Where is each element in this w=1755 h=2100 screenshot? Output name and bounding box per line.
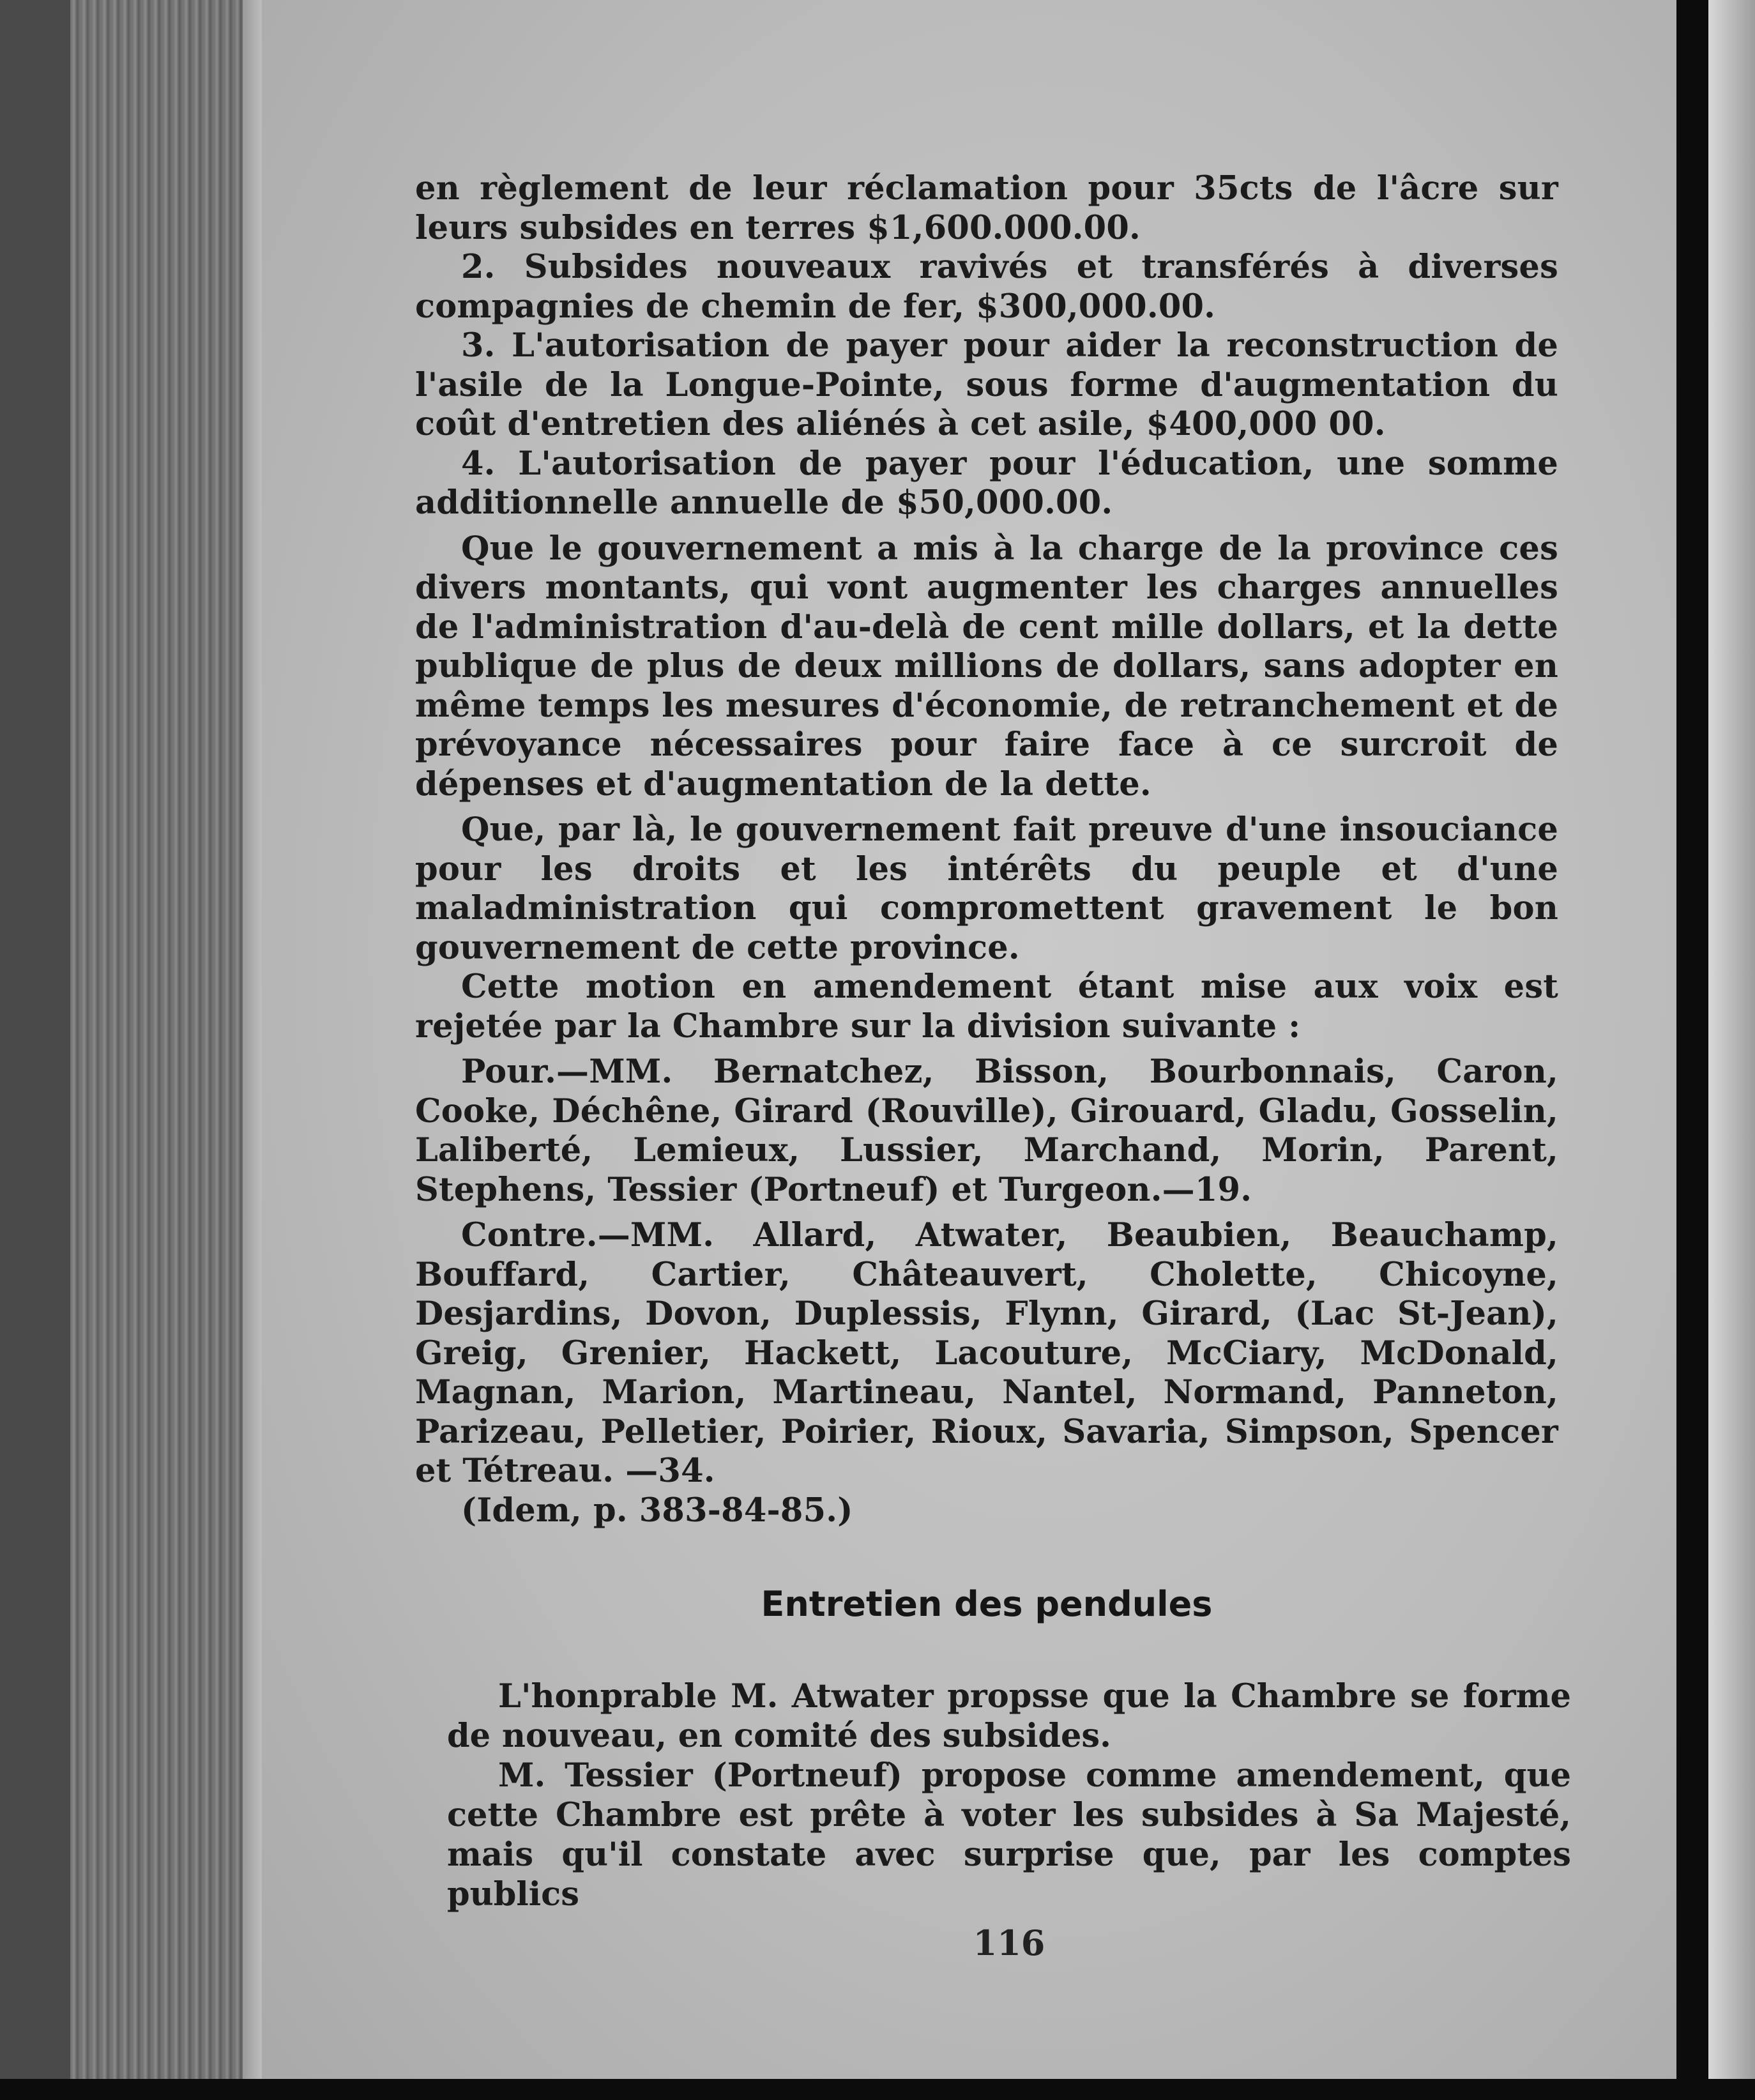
section-heading: Entretien des pendules: [761, 1584, 1213, 1624]
facing-page-edge: [1708, 0, 1755, 2100]
page-edges: [70, 0, 262, 2100]
paragraph-item-2: 2. Subsides nouveaux ravivés et transférés à diverses compagnies de chemin de fer, $300,000.00.: [415, 248, 1558, 326]
section-text: [447, 1677, 1571, 1914]
paragraph-reference: (Idem, p. 383-84-85.): [461, 1491, 853, 1530]
paragraph-item-4: 4. L'autorisation de payer pour l'éducation, une somme additionnelle annuelle de $50,000.00.: [415, 444, 1558, 522]
paragraph-item-3: 3. L'autorisation de payer pour aider la reconstruction de l'asile de la Longue-Pointe, sous forme d'augmentation du coût d'entretien des aliénés à cet asile, $400,000 00.: [415, 326, 1558, 443]
binding-shadow: [1676, 0, 1708, 2100]
paragraph-proposal: L'honprable M. Atwater propsse que la Chambre se forme de nouveau, en comité des subsides.: [447, 1677, 1571, 1755]
page-number: 116: [973, 1922, 1045, 1963]
bottom-border: [0, 2079, 1755, 2100]
paragraph-insouciance: Que, par là, le gouvernement fait preuve d'une insouciance pour les droits et les intérêts du peuple et d'une maladministration qui compromettent gravement le bon gouvernement de cette province.: [415, 810, 1558, 967]
paragraph-contre: Contre.—MM. Allard, Atwater, Beaubien, Beauchamp, Bouffard, Cartier, Châteauvert, Cholette, Chicoyne, Desjardins, Dovon, Duplessis, Flynn, Girard, (Lac St-Jean), Greig, Grenier, Hackett, Lacouture, McCiary, McDonald, Magnan, Marion, Martineau, Nantel, Normand, Panneton, Parizeau, Pelletier, Poirier, Rioux, Savaria, Simpson, Spencer et Tétreau. —34.: [415, 1216, 1558, 1490]
paragraph-motion: Cette motion en amendement étant mise aux voix est rejetée par la Chambre sur la division suivante :: [415, 968, 1558, 1046]
paragraph-charges: Que le gouvernement a mis à la charge de la province ces divers montants, qui vont augmenter les charges annuelles de l'administration d'au-delà de cent mille dollars, et la dette publique de plus de deux millions de dollars, sans adopter en même temps les mesures d'économie, de retranchement et de prévoyance nécessaires pour faire face à ce surcroit de dépenses et d'augmentation de la dette.: [415, 529, 1558, 803]
paragraph-amendment: M. Tessier (Portneuf) propose comme amendement, que cette Chambre est prête à voter les subsides à Sa Majesté, mais qu'il constate avec surprise que, par les comptes publics: [447, 1756, 1571, 1914]
main-text: [415, 169, 1558, 1530]
left-margin: [0, 0, 70, 2100]
paragraph-continuation: en règlement de leur réclamation pour 35cts de l'âcre sur leurs subsides en terres $1,600.000.00.: [415, 169, 1558, 247]
paragraph-pour: Pour.—MM. Bernatchez, Bisson, Bourbonnais, Caron, Cooke, Déchêne, Girard (Rouville), Girouard, Gladu, Gosselin, Laliberté, Lemieux, Lussier, Marchand, Morin, Parent, Stephens, Tessier (Portneuf) et Turgeon.—19.: [415, 1053, 1558, 1209]
